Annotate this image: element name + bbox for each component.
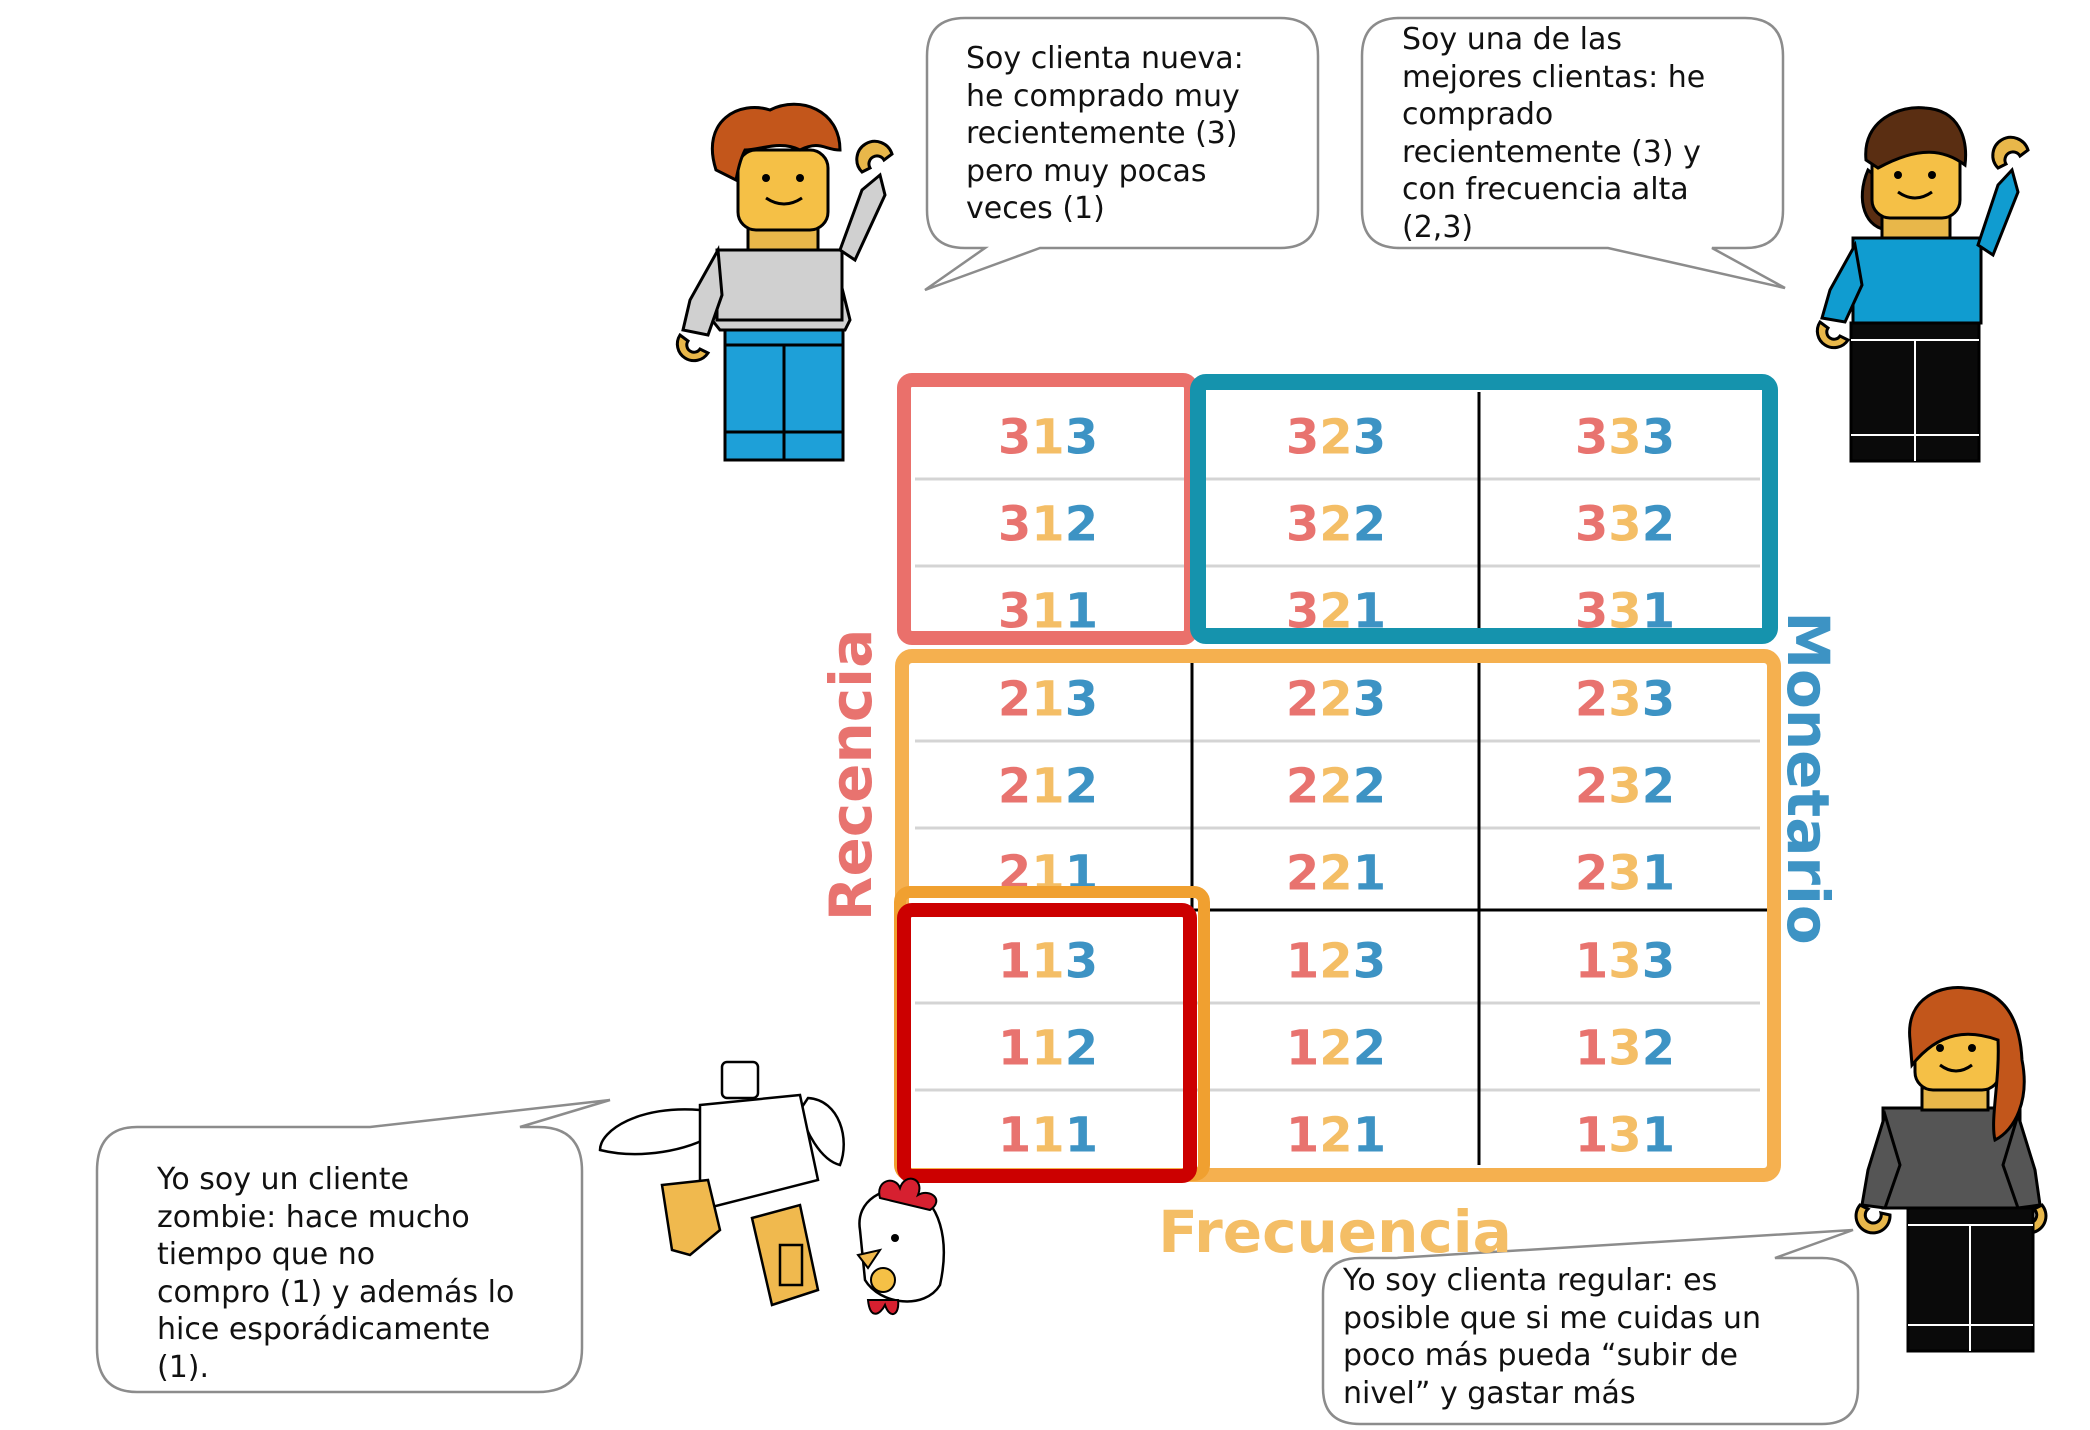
- rfm-digit-monetario: 1: [1641, 845, 1676, 902]
- rfm-digit-recencia: 1: [1285, 1020, 1320, 1077]
- rfm-cell-213: [998, 672, 1098, 728]
- rfm-digit-frecuencia: 1: [1031, 845, 1065, 902]
- rfm-digit-recencia: 2: [1285, 671, 1320, 728]
- rfm-digit-monetario: 3: [1064, 409, 1099, 466]
- rfm-digit-monetario: 2: [1641, 758, 1676, 815]
- rfm-digit-monetario: 3: [1352, 409, 1387, 466]
- rfm-digit-monetario: 1: [1064, 583, 1099, 640]
- rfm-digit-frecuencia: 3: [1608, 933, 1642, 990]
- rfm-digit-frecuencia: 2: [1319, 671, 1353, 728]
- rfm-digit-frecuencia: 2: [1319, 933, 1353, 990]
- rfm-digit-frecuencia: 3: [1608, 758, 1642, 815]
- rfm-digit-frecuencia: 1: [1031, 933, 1065, 990]
- rfm-digit-recencia: 3: [1285, 409, 1320, 466]
- rfm-cell-223: [1286, 672, 1386, 728]
- rfm-digit-recencia: 1: [1574, 1107, 1609, 1164]
- axis-label-monetario: Monetario: [1774, 611, 1842, 945]
- rfm-digit-recencia: 2: [997, 758, 1032, 815]
- bubble-text-zombie-client: Yo soy un cliente zombie: hace mucho tiempo que no compro (1) y además lo hice esporádicamente (1).: [157, 1162, 515, 1385]
- rfm-cell-313: [998, 410, 1098, 466]
- rfm-digit-monetario: 2: [1352, 496, 1387, 553]
- rfm-digit-monetario: 1: [1352, 583, 1387, 640]
- rfm-digit-frecuencia: 2: [1319, 845, 1353, 902]
- minifig-new-client: [677, 104, 892, 460]
- rfm-cell-312: [998, 497, 1098, 553]
- rfm-digit-frecuencia: 2: [1319, 1107, 1353, 1164]
- rfm-digit-monetario: 2: [1641, 496, 1676, 553]
- rfm-digit-monetario: 1: [1641, 583, 1676, 640]
- rfm-cell-333: [1575, 410, 1675, 466]
- rfm-digit-recencia: 2: [1285, 845, 1320, 902]
- rfm-digit-recencia: 3: [1574, 496, 1609, 553]
- rfm-digit-monetario: 3: [1352, 933, 1387, 990]
- bubble-text-regular-client: Yo soy clienta regular: es posible que si me cuidas un poco más pueda “subir de nivel” y gastar más: [1343, 1263, 1761, 1411]
- rfm-digit-frecuencia: 3: [1608, 1020, 1642, 1077]
- rfm-cell-112: [998, 1021, 1098, 1077]
- rfm-digit-recencia: 3: [997, 496, 1032, 553]
- rfm-digit-monetario: 3: [1064, 933, 1099, 990]
- rfm-digit-monetario: 3: [1641, 409, 1676, 466]
- axis-label-frecuencia: Frecuencia: [1158, 1198, 1512, 1266]
- rfm-digit-recencia: 2: [1285, 758, 1320, 815]
- rfm-digit-monetario: 3: [1064, 671, 1099, 728]
- rfm-cell-122: [1286, 1021, 1386, 1077]
- rfm-digit-recencia: 1: [1285, 933, 1320, 990]
- rfm-digit-frecuencia: 3: [1608, 671, 1642, 728]
- rfm-cell-121: [1286, 1108, 1386, 1164]
- rfm-cell-133: [1575, 934, 1675, 990]
- rfm-digit-recencia: 2: [1574, 671, 1609, 728]
- rfm-cell-123: [1286, 934, 1386, 990]
- rfm-digit-recencia: 3: [1285, 583, 1320, 640]
- rfm-cell-113: [998, 934, 1098, 990]
- rfm-digit-frecuencia: 2: [1319, 1020, 1353, 1077]
- rfm-digit-monetario: 1: [1352, 1107, 1387, 1164]
- rfm-digit-monetario: 3: [1352, 671, 1387, 728]
- rfm-digit-frecuencia: 1: [1031, 1107, 1065, 1164]
- rfm-digit-frecuencia: 3: [1608, 1107, 1642, 1164]
- rfm-digit-frecuencia: 3: [1608, 496, 1642, 553]
- rfm-cell-233: [1575, 672, 1675, 728]
- rfm-cell-131: [1575, 1108, 1675, 1164]
- rfm-digit-frecuencia: 1: [1031, 671, 1065, 728]
- rfm-cell-323: [1286, 410, 1386, 466]
- rfm-digit-recencia: 2: [997, 845, 1032, 902]
- bubble-text-new-client: Soy clienta nueva: he comprado muy recientemente (3) pero muy pocas veces (1): [966, 41, 1244, 226]
- minifig-regular-client: [1856, 988, 2046, 1351]
- rfm-grid: [900, 380, 1768, 1172]
- rfm-cell-222: [1286, 759, 1386, 815]
- rfm-digit-monetario: 2: [1352, 758, 1387, 815]
- rfm-digit-recencia: 3: [997, 409, 1032, 466]
- rfm-digit-recencia: 1: [997, 1107, 1032, 1164]
- rfm-digit-recencia: 2: [1574, 845, 1609, 902]
- rfm-digit-monetario: 2: [1352, 1020, 1387, 1077]
- rfm-digit-recencia: 1: [997, 933, 1032, 990]
- rfm-cell-231: [1575, 846, 1675, 902]
- rfm-digit-monetario: 3: [1641, 671, 1676, 728]
- rfm-digit-frecuencia: 1: [1031, 758, 1065, 815]
- rfm-digit-recencia: 3: [1285, 496, 1320, 553]
- rfm-digit-recencia: 1: [997, 1020, 1032, 1077]
- rfm-digit-monetario: 1: [1641, 1107, 1676, 1164]
- rfm-digit-recencia: 3: [1574, 583, 1609, 640]
- rfm-digit-frecuencia: 2: [1319, 409, 1353, 466]
- rfm-digit-frecuencia: 3: [1608, 583, 1642, 640]
- rfm-digit-monetario: 1: [1064, 1107, 1099, 1164]
- rfm-digit-recencia: 1: [1285, 1107, 1320, 1164]
- rfm-cell-332: [1575, 497, 1675, 553]
- rfm-cell-212: [998, 759, 1098, 815]
- rfm-digit-monetario: 2: [1641, 1020, 1676, 1077]
- rfm-digit-frecuencia: 3: [1608, 845, 1642, 902]
- rfm-digit-frecuencia: 1: [1031, 583, 1065, 640]
- rfm-digit-frecuencia: 1: [1031, 496, 1065, 553]
- rfm-cell-111: [998, 1108, 1098, 1164]
- rfm-digit-recencia: 1: [1574, 1020, 1609, 1077]
- minifig-best-client: [1817, 108, 2028, 461]
- rfm-cell-232: [1575, 759, 1675, 815]
- rfm-digit-frecuencia: 2: [1319, 583, 1353, 640]
- rfm-digit-monetario: 2: [1064, 1020, 1099, 1077]
- zombie-client-figure: [600, 1062, 944, 1314]
- rfm-digit-frecuencia: 3: [1608, 409, 1642, 466]
- rfm-cell-221: [1286, 846, 1386, 902]
- rfm-digit-recencia: 2: [997, 671, 1032, 728]
- rfm-digit-monetario: 2: [1064, 496, 1099, 553]
- rfm-digit-frecuencia: 2: [1319, 758, 1353, 815]
- rfm-digit-monetario: 1: [1064, 845, 1099, 902]
- rfm-digit-recencia: 1: [1574, 933, 1609, 990]
- rfm-digit-monetario: 1: [1352, 845, 1387, 902]
- rfm-digit-monetario: 2: [1064, 758, 1099, 815]
- rfm-digit-frecuencia: 1: [1031, 409, 1065, 466]
- rfm-digit-recencia: 3: [997, 583, 1032, 640]
- axis-label-recencia: Recencia: [817, 628, 885, 922]
- rfm-cell-322: [1286, 497, 1386, 553]
- rfm-cell-132: [1575, 1021, 1675, 1077]
- rfm-digit-recencia: 2: [1574, 758, 1609, 815]
- rfm-digit-monetario: 3: [1641, 933, 1676, 990]
- rfm-digit-recencia: 3: [1574, 409, 1609, 466]
- rfm-digit-frecuencia: 2: [1319, 496, 1353, 553]
- bubble-text-best-client: Soy una de las mejores clientas: he comprado recientemente (3) y con frecuencia alta (2,3): [1402, 22, 1706, 245]
- rfm-digit-frecuencia: 1: [1031, 1020, 1065, 1077]
